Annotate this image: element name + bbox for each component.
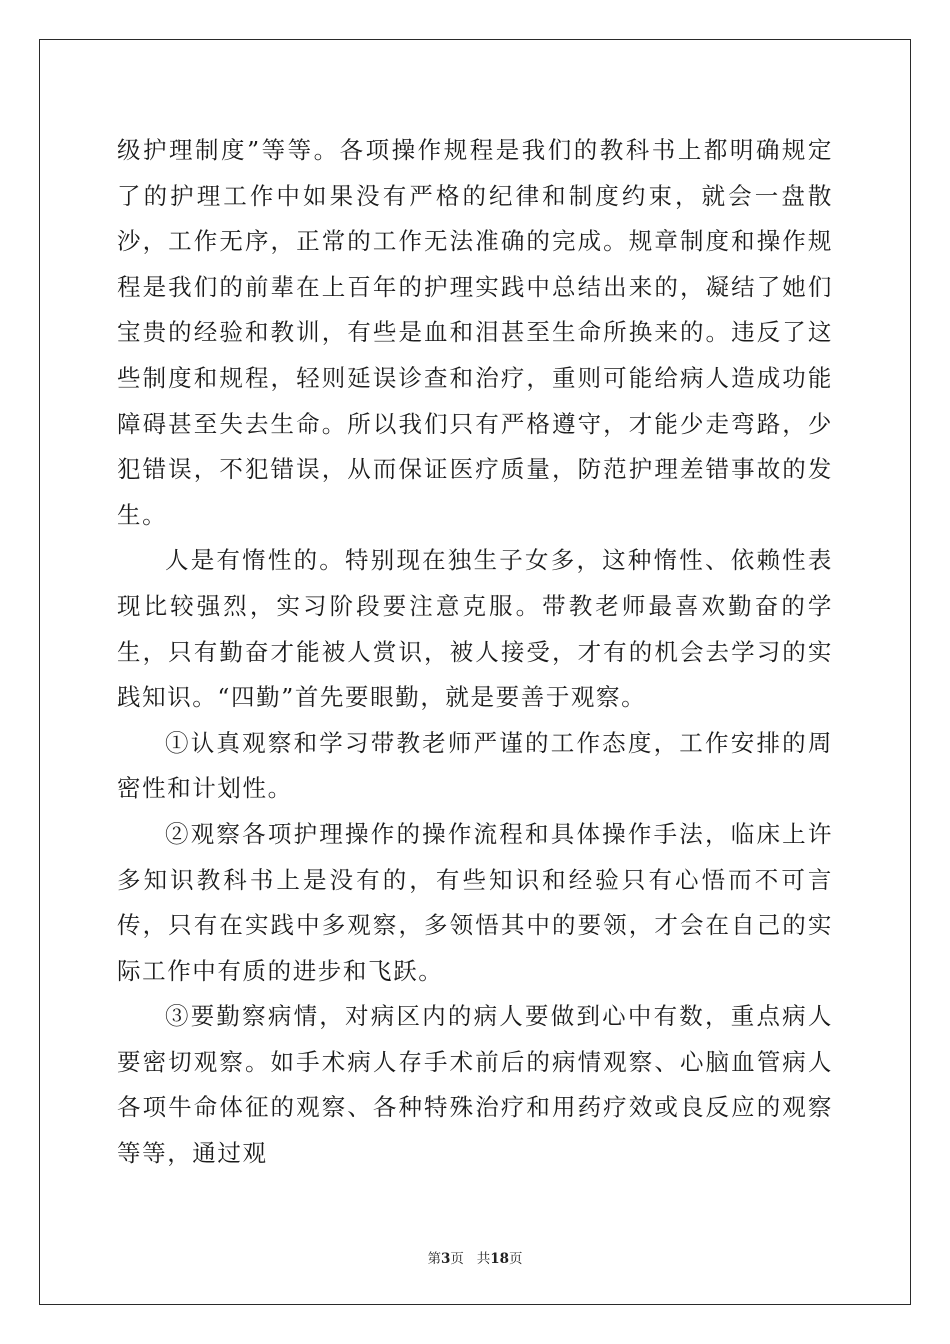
page-prefix: 第 — [427, 1251, 441, 1267]
current-page-number: 3 — [440, 1251, 451, 1267]
total-suffix: 页 — [509, 1251, 523, 1267]
total-prefix: 共 — [476, 1251, 491, 1267]
paragraph-item-1: ①认真观察和学习带教老师严谨的工作态度，工作安排的周密性和计划性。 — [117, 728, 833, 803]
page-suffix: 页 — [450, 1251, 464, 1267]
total-pages-number: 18 — [490, 1251, 510, 1267]
paragraph-continuation: 级护理制度”等等。各项操作规程是我们的教科书上都明确规定了的护理工作中如果没有严格的纪律和制度约束，就会一盘散沙，工作无序，正常的工作无法准确的完成。规章制度和操作规程是我们的前辈在上百年的护理实践中总结出来的，凝结了她们宝贵的经验和教训，有些是血和泪甚至生命所换来的。违反了这些制度和规程，轻则延误诊查和治疗，重则可能给病人造成功能障碍甚至失去生命。所以我们只有严格遵守，才能少走弯路，少犯错误，不犯错误，从而保证医疗质量，防范护理差错事故的发生。 — [117, 136, 833, 529]
page-footer — [0, 1247, 950, 1267]
paragraph-diligence: 人是有惰性的。特别现在独生子女多，这种惰性、依赖性表现比较强烈，实习阶段要注意克服。带教老师最喜欢勤奋的学生，只有勤奋才能被人赏识，被人接受，才有的机会去学习的实践知识。“四勤”首先要眼勤，就是要善于观察。 — [117, 546, 833, 712]
document-body — [117, 128, 833, 1177]
paragraph-item-2: ②观察各项护理操作的操作流程和具体操作手法，临床上许多知识教科书上是没有的，有些知识和经验只有心悟而不可言传，只有在实践中多观察，多领悟其中的要领，才会在自己的实际工作中有质的进步和飞跃。 — [117, 819, 833, 985]
paragraph-item-3: ③要勤察病情，对病区内的病人要做到心中有数，重点病人要密切观察。如手术病人存手术前后的病情观察、心脑血管病人各项牛命体征的观察、各种特殊治疗和用药疗效或良反应的观察等等，通过观 — [117, 1002, 833, 1168]
